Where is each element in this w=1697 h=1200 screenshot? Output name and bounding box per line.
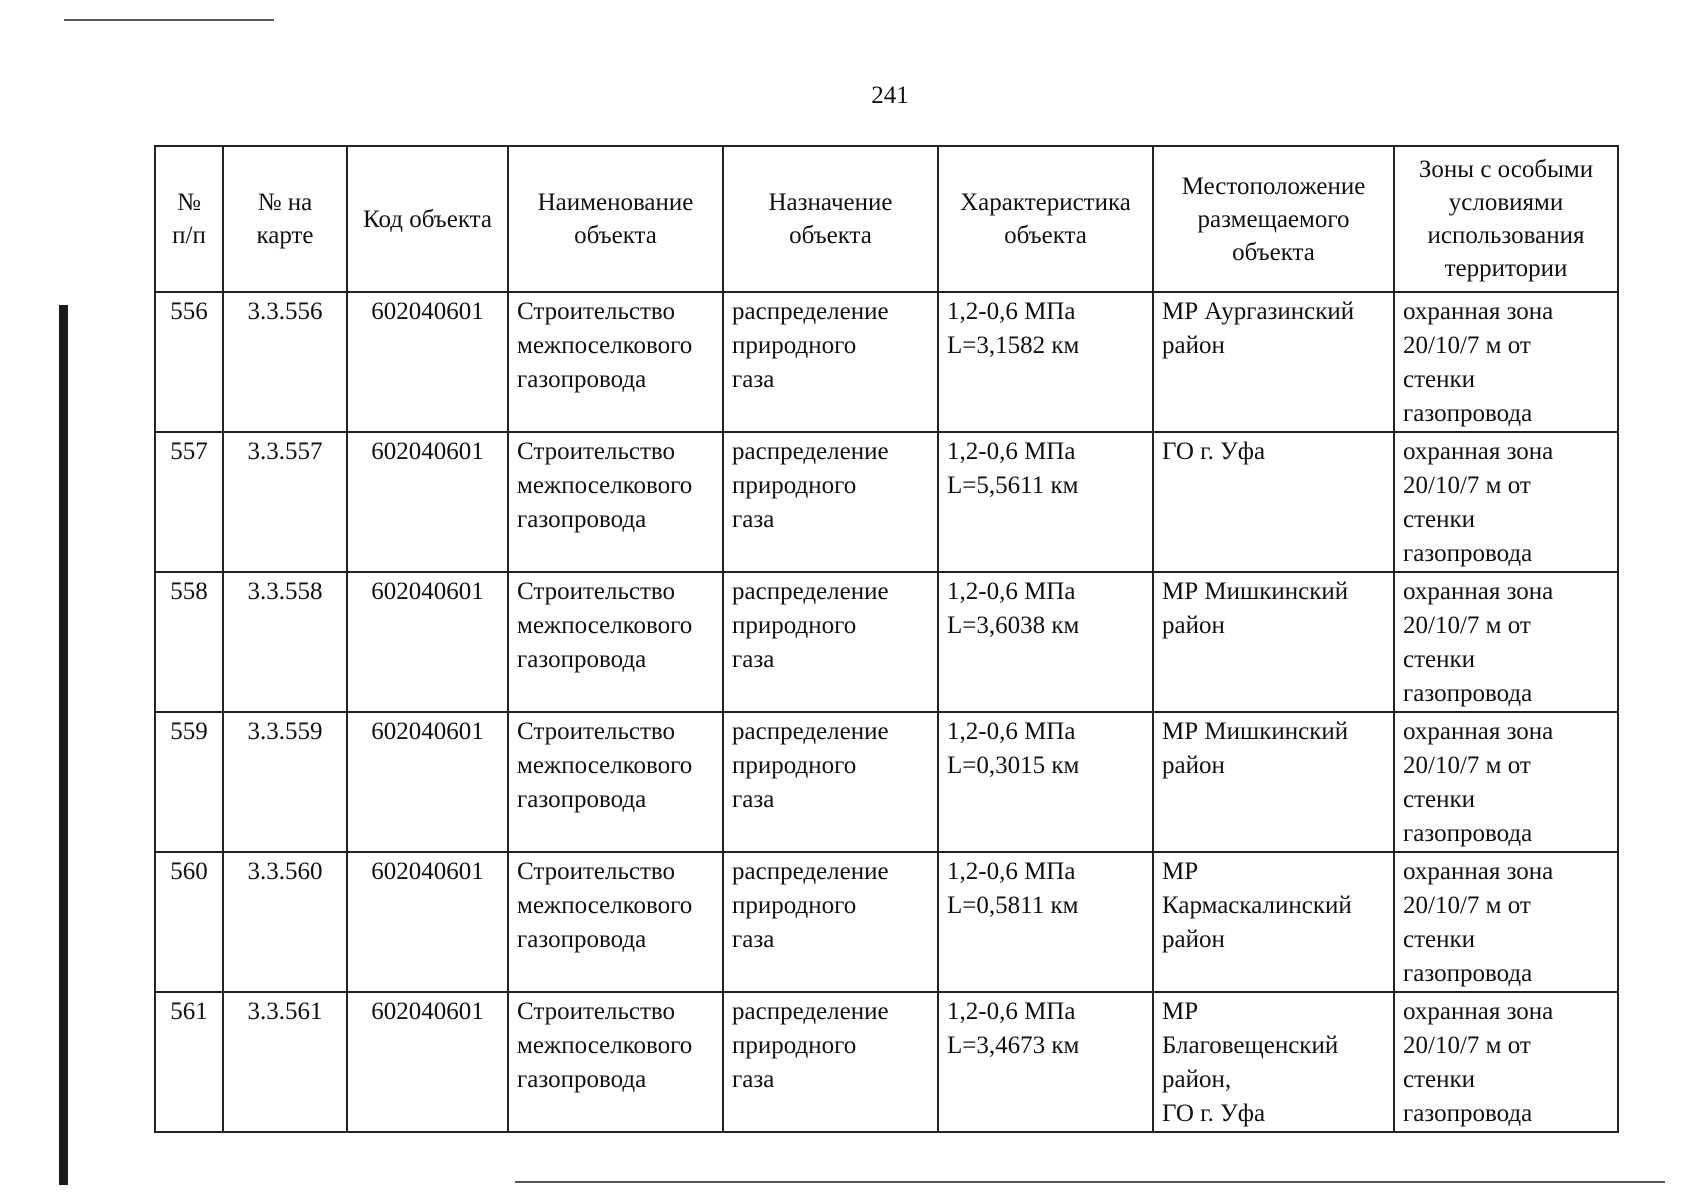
header-map-num: № на карте (223, 146, 347, 292)
cell-num: 560 (155, 852, 223, 992)
cell-location: МР Кармаскалинский район (1153, 852, 1394, 992)
cell-purpose: распределение природного газа (723, 712, 938, 852)
scan-artifact-bar-left (59, 305, 68, 1185)
cell-zones: охранная зона 20/10/7 м от стенки газопровода (1394, 292, 1618, 432)
cell-name: Строительство межпоселкового газопровода (508, 432, 723, 572)
header-characteristic: Характеристика объекта (938, 146, 1153, 292)
cell-name: Строительство межпоселкового газопровода (508, 852, 723, 992)
cell-purpose: распределение природного газа (723, 852, 938, 992)
cell-zones: охранная зона 20/10/7 м от стенки газопровода (1394, 712, 1618, 852)
cell-characteristic: 1,2-0,6 МПа L=0,5811 км (938, 852, 1153, 992)
header-purpose: Назначение объекта (723, 146, 938, 292)
table-row (155, 712, 1618, 852)
header-location: Местоположение размещаемого объекта (1153, 146, 1394, 292)
header-code: Код объекта (347, 146, 508, 292)
cell-map-num: 3.3.560 (223, 852, 347, 992)
cell-map-num: 3.3.559 (223, 712, 347, 852)
cell-name: Строительство межпоселкового газопровода (508, 572, 723, 712)
cell-code: 602040601 (347, 292, 508, 432)
cell-name: Строительство межпоселкового газопровода (508, 712, 723, 852)
scan-artifact-line-bottom (515, 1181, 1665, 1183)
cell-purpose: распределение природного газа (723, 992, 938, 1132)
cell-map-num: 3.3.561 (223, 992, 347, 1132)
cell-name: Строительство межпоселкового газопровода (508, 292, 723, 432)
cell-characteristic: 1,2-0,6 МПа L=3,1582 км (938, 292, 1153, 432)
header-zones: Зоны с особыми условиями использования территории (1394, 146, 1618, 292)
cell-location: МР Аургазинский район (1153, 292, 1394, 432)
cell-num: 561 (155, 992, 223, 1132)
cell-zones: охранная зона 20/10/7 м от стенки газопровода (1394, 852, 1618, 992)
cell-zones: охранная зона 20/10/7 м от стенки газопровода (1394, 432, 1618, 572)
header-num: № п/п (155, 146, 223, 292)
table-row (155, 292, 1618, 432)
cell-map-num: 3.3.556 (223, 292, 347, 432)
cell-zones: охранная зона 20/10/7 м от стенки газопровода (1394, 572, 1618, 712)
objects-table (154, 145, 1619, 1133)
page-number: 241 (871, 82, 909, 109)
cell-location: МР Мишкинский район (1153, 712, 1394, 852)
header-row (155, 146, 1618, 292)
table-row (155, 852, 1618, 992)
cell-num: 559 (155, 712, 223, 852)
cell-location: МР Благовещенский район, ГО г. Уфа (1153, 992, 1394, 1132)
table-row (155, 992, 1618, 1132)
cell-characteristic: 1,2-0,6 МПа L=0,3015 км (938, 712, 1153, 852)
cell-purpose: распределение природного газа (723, 292, 938, 432)
cell-purpose: распределение природного газа (723, 432, 938, 572)
cell-code: 602040601 (347, 712, 508, 852)
cell-zones: охранная зона 20/10/7 м от стенки газопровода (1394, 992, 1618, 1132)
cell-num: 558 (155, 572, 223, 712)
header-name: Наименование объекта (508, 146, 723, 292)
cell-characteristic: 1,2-0,6 МПа L=3,4673 км (938, 992, 1153, 1132)
cell-code: 602040601 (347, 852, 508, 992)
cell-map-num: 3.3.558 (223, 572, 347, 712)
cell-location: ГО г. Уфа (1153, 432, 1394, 572)
cell-code: 602040601 (347, 572, 508, 712)
scan-artifact-line-top (64, 19, 274, 21)
cell-characteristic: 1,2-0,6 МПа L=5,5611 км (938, 432, 1153, 572)
table-row (155, 432, 1618, 572)
cell-location: МР Мишкинский район (1153, 572, 1394, 712)
table-body (155, 292, 1618, 1132)
cell-code: 602040601 (347, 992, 508, 1132)
cell-num: 556 (155, 292, 223, 432)
table-header (155, 146, 1618, 292)
table-row (155, 572, 1618, 712)
cell-num: 557 (155, 432, 223, 572)
cell-purpose: распределение природного газа (723, 572, 938, 712)
cell-name: Строительство межпоселкового газопровода (508, 992, 723, 1132)
cell-map-num: 3.3.557 (223, 432, 347, 572)
cell-code: 602040601 (347, 432, 508, 572)
cell-characteristic: 1,2-0,6 МПа L=3,6038 км (938, 572, 1153, 712)
